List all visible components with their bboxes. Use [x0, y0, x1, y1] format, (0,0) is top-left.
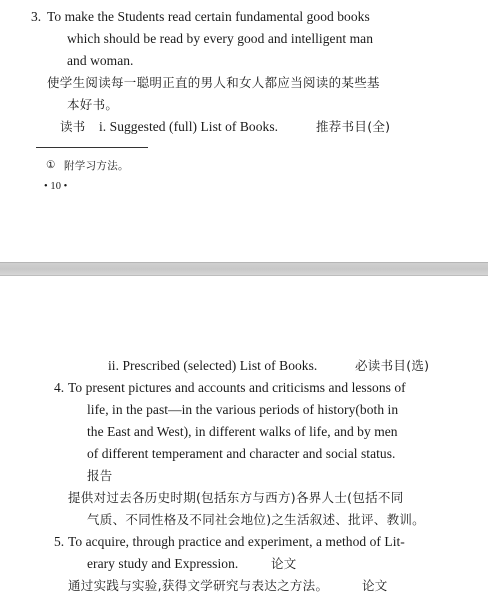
item-5-line-1: To acquire, through practice and experiment, a method of Lit-: [68, 534, 405, 549]
item-4-line-2: life, in the past—in the various periods of history(both in: [87, 402, 399, 417]
item-4-line-1: To present pictures and accounts and criticisms and lessons of: [68, 380, 406, 395]
item-5-line-2: erary study and Expression.: [87, 556, 239, 571]
item-5-chinese-line-1: 通过实践与实验,获得文学研究与表达之方法。: [68, 578, 329, 593]
item-5-number: 5.: [54, 534, 65, 549]
bottom-page: [0, 276, 488, 608]
suggested-list-chinese: 推荐书目(全): [316, 119, 391, 134]
reading-label: 读书: [60, 119, 86, 134]
thesis-tag: 论文: [362, 578, 388, 593]
prescribed-list-chinese: 必读书目(选): [355, 358, 430, 373]
page-number: • 10 •: [44, 181, 68, 192]
footnote-marker: ①: [46, 160, 56, 171]
suggested-list-line: i. Suggested (full) List of Books.: [99, 119, 279, 134]
item-4-line-3: the East and West), in different walks of life, and by men: [87, 424, 398, 439]
item-3-chinese-line-1: 使学生阅读每一聪明正直的男人和女人都应当阅读的某些基: [47, 75, 380, 90]
thesis-label: 论文: [271, 556, 297, 571]
page-separator: [0, 262, 488, 276]
report-label: 报告: [87, 468, 113, 483]
footnote-text: 附学习方法。: [64, 160, 129, 172]
top-page: [0, 0, 488, 262]
prescribed-list-line: ii. Prescribed (selected) List of Books.: [108, 358, 318, 373]
item-3-line-3: and woman.: [67, 53, 134, 68]
item-3-number: 3.: [31, 9, 42, 24]
item-4-chinese-line-1: 提供对过去各历史时期(包括东方与西方)各界人士(包括不同: [68, 490, 404, 505]
footnote-divider: [36, 147, 148, 148]
item-4-line-4: of different temperament and character and social status.: [87, 446, 396, 461]
item-3-line-1: To make the Students read certain fundamental good books: [47, 9, 370, 24]
item-4-chinese-line-2: 气质、不同性格及不同社会地位)之生活叙述、批评、教训。: [87, 512, 425, 527]
item-3-line-2: which should be read by every good and intelligent man: [67, 31, 373, 46]
item-4-number: 4.: [54, 380, 65, 395]
item-3-chinese-line-2: 本好书。: [67, 97, 119, 112]
